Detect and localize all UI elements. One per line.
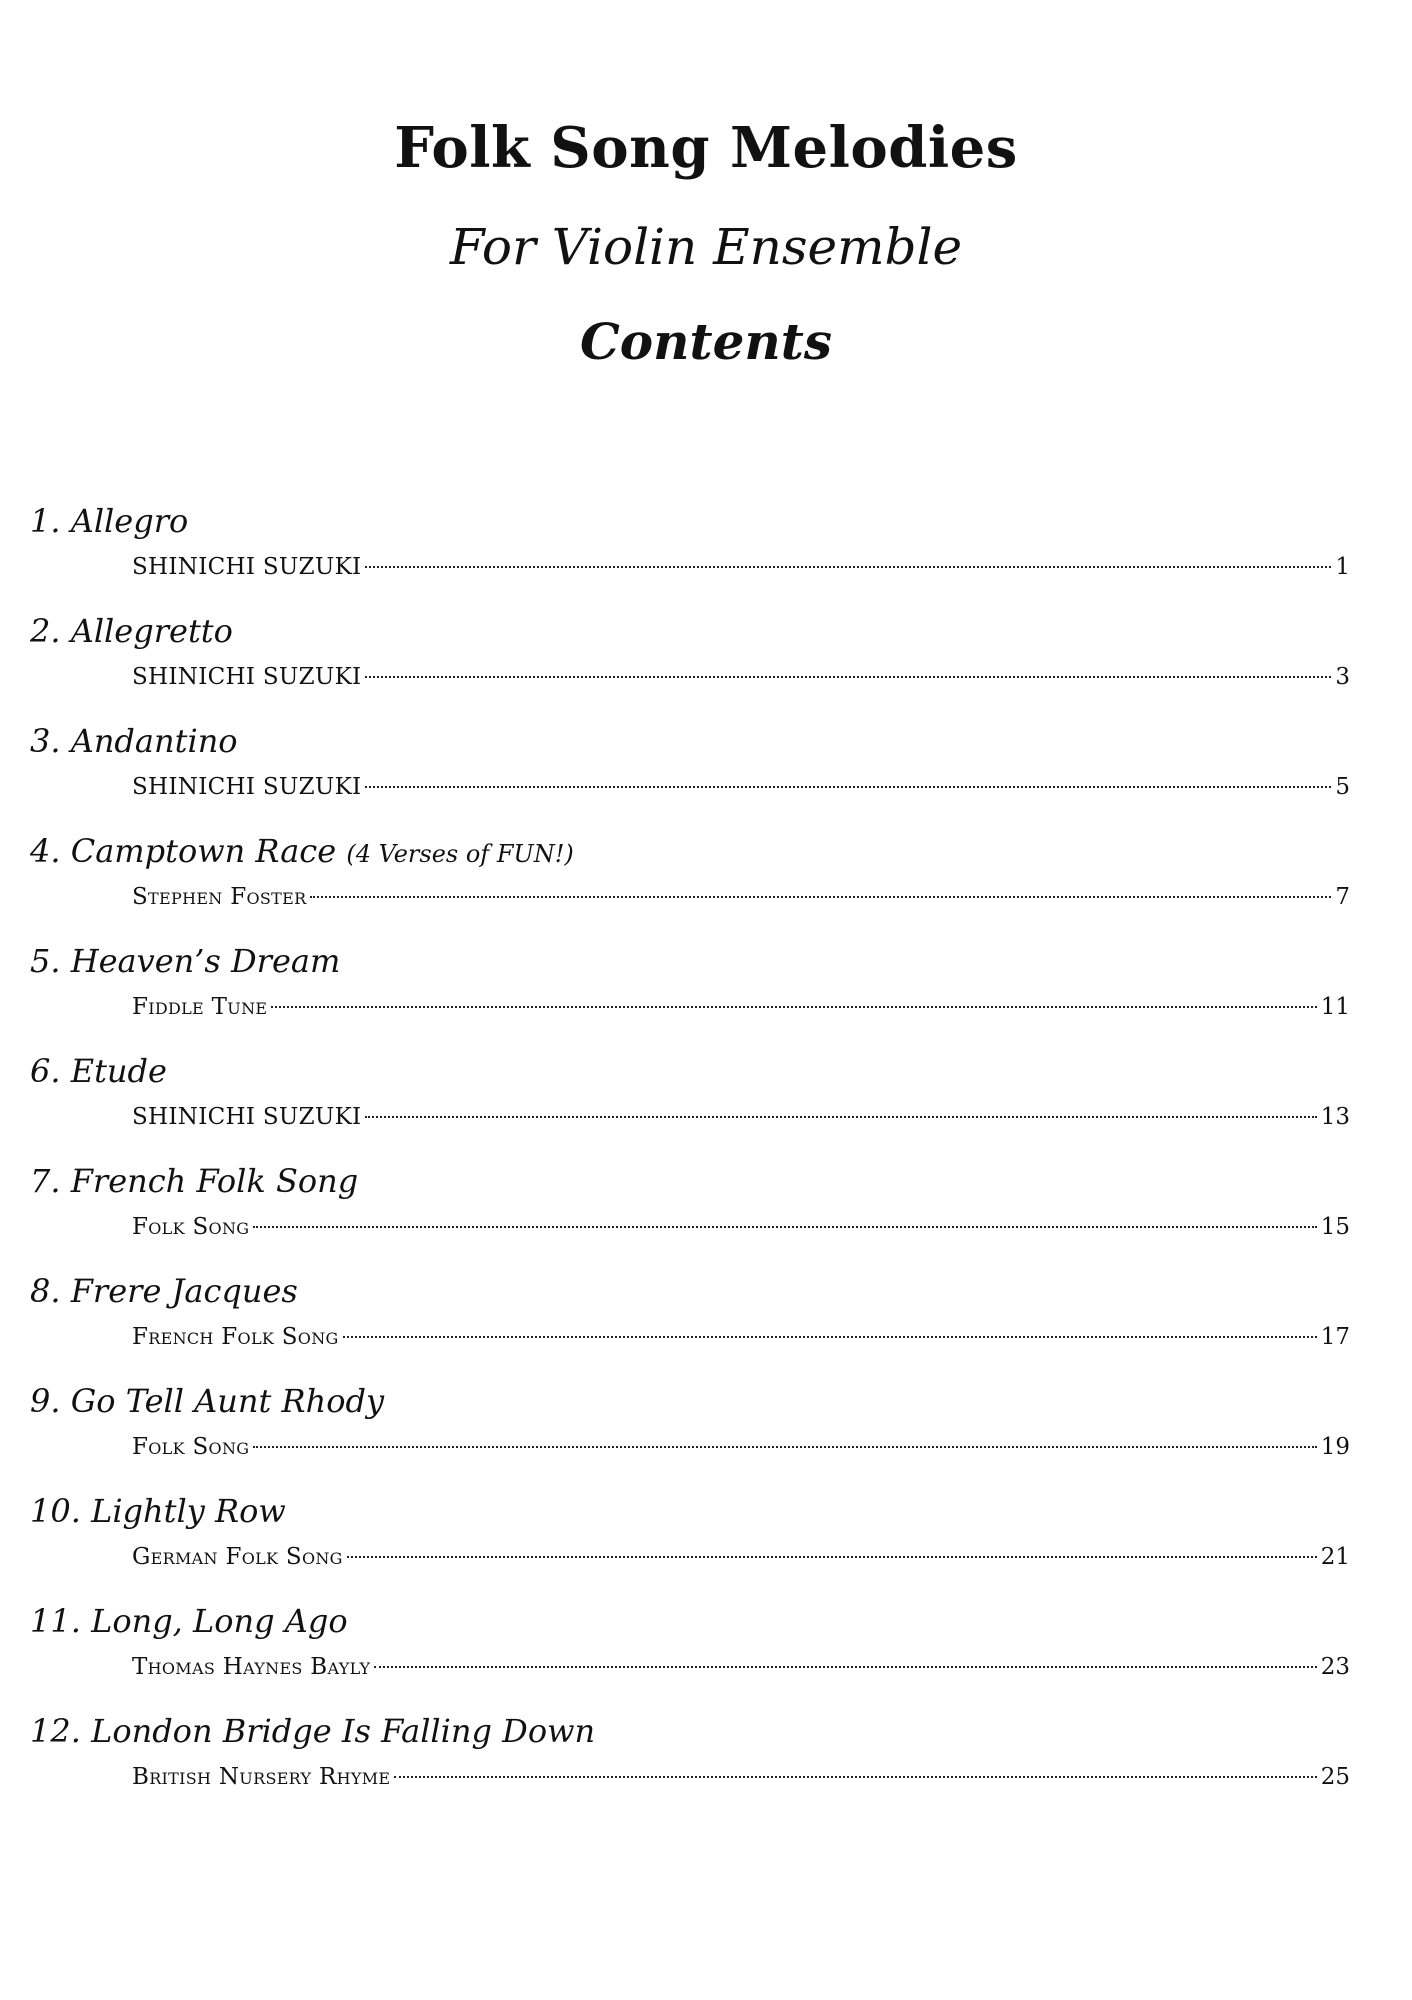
toc-entry-line — [132, 1759, 1350, 1795]
toc-entry-title-text: 11. Long, Long Ago — [30, 1602, 348, 1640]
toc-entry[interactable] — [30, 717, 1350, 827]
toc-entry-title — [30, 1377, 384, 1425]
toc-entry-line — [132, 1539, 1350, 1575]
toc-entry-title-text: 6. Etude — [30, 1052, 167, 1090]
toc-entry-title — [30, 607, 233, 655]
dot-leader — [374, 1666, 1316, 1668]
toc-entry-page-number: 5 — [1335, 774, 1350, 800]
toc-entry-composer: German Folk Song — [132, 1544, 343, 1570]
dot-leader — [365, 566, 1331, 568]
toc-entry-title — [30, 717, 238, 765]
toc-entry-composer: SHINICHI SUZUKI — [132, 554, 362, 580]
toc-entry-page-number: 21 — [1320, 1544, 1350, 1570]
toc-entry-title — [30, 1267, 298, 1315]
toc-entry-title — [30, 497, 188, 545]
toc-entry-title-text: 7. French Folk Song — [30, 1162, 359, 1200]
toc-entry-composer: Folk Song — [132, 1214, 250, 1240]
dot-leader — [365, 1116, 1316, 1118]
toc-entry-composer: SHINICHI SUZUKI — [132, 1104, 362, 1130]
toc-entry-line — [132, 1429, 1350, 1465]
toc-entry[interactable] — [30, 827, 1350, 937]
toc-entry-title-text: 2. Allegretto — [30, 612, 233, 650]
toc-entry-page-number: 19 — [1320, 1434, 1350, 1460]
toc-entry-composer: SHINICHI SUZUKI — [132, 664, 362, 690]
toc-entry-title — [30, 1487, 286, 1535]
toc-entry[interactable] — [30, 497, 1350, 607]
toc-entry-composer: Fiddle Tune — [132, 994, 268, 1020]
document-subtitle: For Violin Ensemble — [449, 218, 963, 276]
toc-entry-page-number: 11 — [1320, 994, 1350, 1020]
toc-entry-line — [132, 549, 1350, 585]
dot-leader — [253, 1446, 1316, 1448]
toc-entry-title-text: 5. Heaven’s Dream — [30, 942, 341, 980]
toc-entry[interactable] — [30, 1597, 1350, 1707]
toc-entry-composer: French Folk Song — [132, 1324, 339, 1350]
toc-entry-page-number: 13 — [1320, 1104, 1350, 1130]
toc-entry-line — [132, 1209, 1350, 1245]
toc-entry-title — [30, 1597, 348, 1645]
dot-leader — [271, 1006, 1316, 1008]
dot-leader — [343, 1336, 1317, 1338]
toc-entry[interactable] — [30, 1707, 1350, 1817]
document-title: Folk Song Melodies — [394, 115, 1018, 181]
toc-entry-title-text: 1. Allegro — [30, 502, 189, 540]
dot-leader — [253, 1226, 1316, 1228]
toc-entry-title — [30, 827, 574, 878]
toc-entry-title — [30, 1157, 358, 1205]
table-of-contents — [30, 497, 1350, 1817]
toc-entry-composer: Thomas Haynes Bayly — [132, 1654, 371, 1680]
toc-entry-page-number: 25 — [1320, 1764, 1350, 1790]
toc-entry-title-text: 3. Andantino — [30, 722, 238, 760]
toc-entry-page-number: 23 — [1320, 1654, 1350, 1680]
toc-entry[interactable] — [30, 1157, 1350, 1267]
dot-leader — [310, 896, 1331, 898]
toc-entry-title — [30, 1707, 595, 1755]
toc-entry-note: (4 Verses of FUN!) — [346, 840, 574, 868]
dot-leader — [394, 1776, 1316, 1778]
toc-entry-page-number: 3 — [1335, 664, 1350, 690]
toc-entry-title-text: 12. London Bridge Is Falling Down — [30, 1712, 596, 1750]
toc-entry[interactable] — [30, 607, 1350, 717]
toc-entry-line — [132, 769, 1350, 805]
toc-entry-title — [30, 1047, 167, 1095]
toc-entry-title-text: 9. Go Tell Aunt Rhody — [30, 1382, 385, 1420]
dot-leader — [365, 786, 1331, 788]
toc-entry[interactable] — [30, 1267, 1350, 1377]
toc-entry-page-number: 17 — [1320, 1324, 1350, 1350]
toc-entry-title-text: 10. Lightly Row — [30, 1492, 286, 1530]
dot-leader — [365, 676, 1331, 678]
toc-entry[interactable] — [30, 937, 1350, 1047]
toc-entry-composer: SHINICHI SUZUKI — [132, 774, 362, 800]
toc-entry-line — [132, 879, 1350, 915]
toc-entry-page-number: 1 — [1335, 554, 1350, 580]
toc-entry[interactable] — [30, 1487, 1350, 1597]
toc-entry[interactable] — [30, 1377, 1350, 1487]
toc-entry-page-number: 7 — [1335, 884, 1350, 910]
toc-entry-line — [132, 659, 1350, 695]
toc-entry-title — [30, 937, 340, 985]
toc-entry-composer: Stephen Foster — [132, 884, 307, 910]
toc-entry-line — [132, 1099, 1350, 1135]
toc-entry-line — [132, 1319, 1350, 1355]
toc-entry-page-number: 15 — [1320, 1214, 1350, 1240]
dot-leader — [347, 1556, 1317, 1558]
toc-entry-line — [132, 1649, 1350, 1685]
toc-entry-title-text: 4. Camptown Race — [30, 832, 337, 870]
toc-entry-title-text: 8. Frere Jacques — [30, 1272, 298, 1310]
toc-entry-line — [132, 989, 1350, 1025]
contents-heading: Contents — [579, 312, 832, 371]
toc-entry-composer: British Nursery Rhyme — [132, 1764, 391, 1790]
toc-entry[interactable] — [30, 1047, 1350, 1157]
toc-entry-composer: Folk Song — [132, 1434, 250, 1460]
